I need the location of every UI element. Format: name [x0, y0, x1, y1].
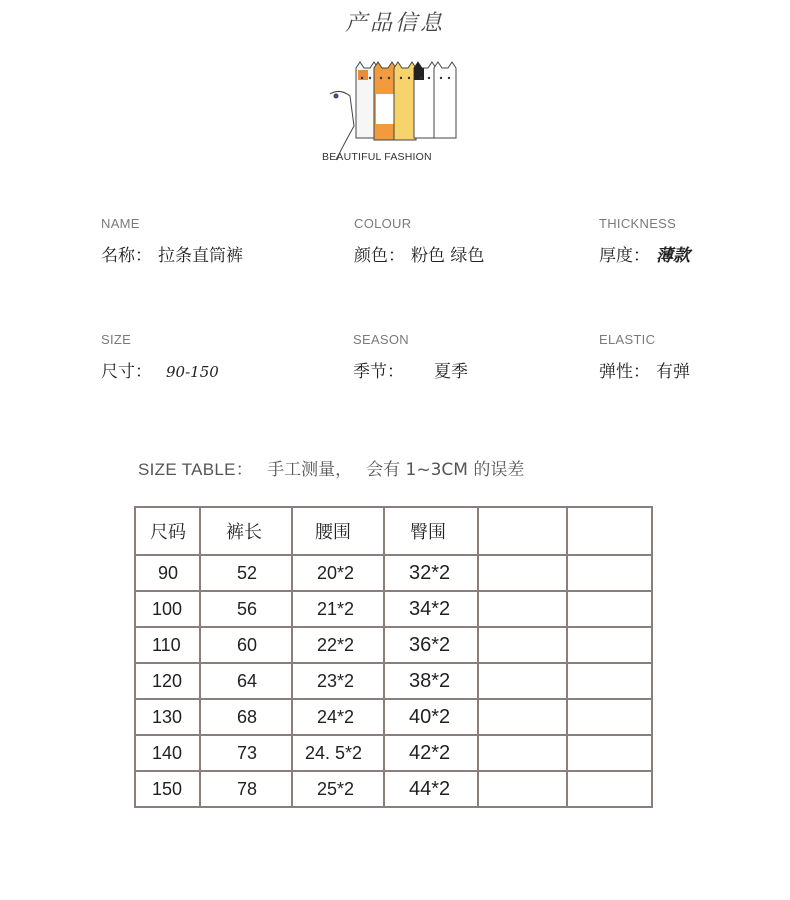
- info-thickness-value: 薄款: [656, 246, 690, 266]
- table-cell-waist: 23*2: [317, 670, 355, 691]
- info-colour-label: 颜色：: [354, 246, 405, 266]
- table-cell-hip: 44*2: [409, 777, 451, 800]
- info-elastic: [599, 332, 690, 382]
- table-cell-waist: 21*2: [317, 598, 355, 619]
- table-cell-length: 56: [237, 598, 258, 619]
- table-row: [135, 735, 652, 771]
- table-cell-hip: 38*2: [409, 669, 451, 692]
- info-size-en: SIZE: [101, 332, 132, 347]
- table-cell-length: 73: [237, 742, 258, 763]
- table-cell-hip: 34*2: [409, 597, 451, 620]
- info-season-en: SEASON: [353, 332, 409, 347]
- table-cell-hip: 32*2: [409, 561, 451, 584]
- table-cell-waist: 25*2: [317, 778, 355, 799]
- info-colour-en: COLOUR: [354, 216, 412, 231]
- info-elastic-en: ELASTIC: [599, 332, 656, 347]
- size-table-title: [138, 455, 524, 480]
- header-cell-waist: 腰围: [315, 522, 351, 542]
- table-cell-length: 64: [237, 670, 258, 691]
- table-cell-size: 150: [152, 778, 183, 799]
- info-season-label: 季节：: [353, 362, 404, 382]
- size-table-title-en: SIZE TABLE：: [138, 460, 254, 479]
- info-name-en: NAME: [101, 216, 140, 231]
- table-row: [135, 555, 652, 591]
- info-size-value: 90-150: [166, 363, 219, 381]
- info-season-value: 夏季: [434, 362, 468, 382]
- size-table-note: 会有 1~3CM 的误差: [366, 460, 525, 480]
- table-cell-waist: 24. 5*2: [305, 742, 363, 763]
- info-colour: [354, 216, 484, 266]
- table-row: [135, 771, 652, 807]
- table-cell-length: 60: [237, 634, 258, 655]
- table-cell-length: 68: [237, 706, 258, 727]
- info-size-label: 尺寸：: [101, 362, 152, 382]
- table-cell-size: 90: [158, 562, 179, 583]
- table-cell-size: 120: [152, 670, 183, 691]
- table-cell-length: 78: [237, 778, 258, 799]
- header-cell-hip: 臀围: [410, 522, 446, 542]
- header-cell-size: 尺码: [150, 522, 186, 542]
- table-cell-hip: 40*2: [409, 705, 451, 728]
- table-cell-hip: 36*2: [409, 633, 451, 656]
- table-row: [135, 591, 652, 627]
- info-name: [101, 216, 243, 266]
- info-name-label: 名称：: [101, 246, 152, 266]
- table-row: [135, 699, 652, 735]
- table-row: [135, 663, 652, 699]
- table-header-row: [135, 507, 652, 555]
- table-cell-size: 140: [152, 742, 183, 763]
- size-table: [134, 506, 653, 808]
- table-cell-length: 52: [237, 562, 258, 583]
- table-cell-size: 110: [152, 634, 181, 655]
- info-colour-value: 粉色 绿色: [411, 246, 485, 266]
- table-cell-waist: 24*2: [317, 706, 355, 727]
- info-thickness: [599, 216, 690, 266]
- info-thickness-label: 厚度：: [599, 246, 650, 266]
- table-cell-size: 100: [152, 598, 183, 619]
- table-row: [135, 627, 652, 663]
- table-cell-hip: 42*2: [409, 741, 451, 764]
- info-thickness-en: THICKNESS: [599, 216, 677, 231]
- info-season: [353, 332, 468, 382]
- info-name-value: 拉条直筒裤: [158, 246, 243, 266]
- info-elastic-value: 有弹: [656, 362, 690, 382]
- header-cell-length: 裤长: [226, 522, 262, 542]
- brand-slogan: BEAUTIFUL FASHION: [322, 151, 432, 163]
- table-cell-size: 130: [152, 706, 183, 727]
- table-cell-waist: 20*2: [317, 562, 355, 583]
- page-title: 产品信息: [344, 11, 445, 36]
- info-elastic-label: 弹性：: [599, 362, 650, 382]
- size-table-title-cn: 手工测量，: [267, 460, 353, 480]
- info-size: [101, 332, 219, 382]
- table-cell-waist: 22*2: [317, 634, 355, 655]
